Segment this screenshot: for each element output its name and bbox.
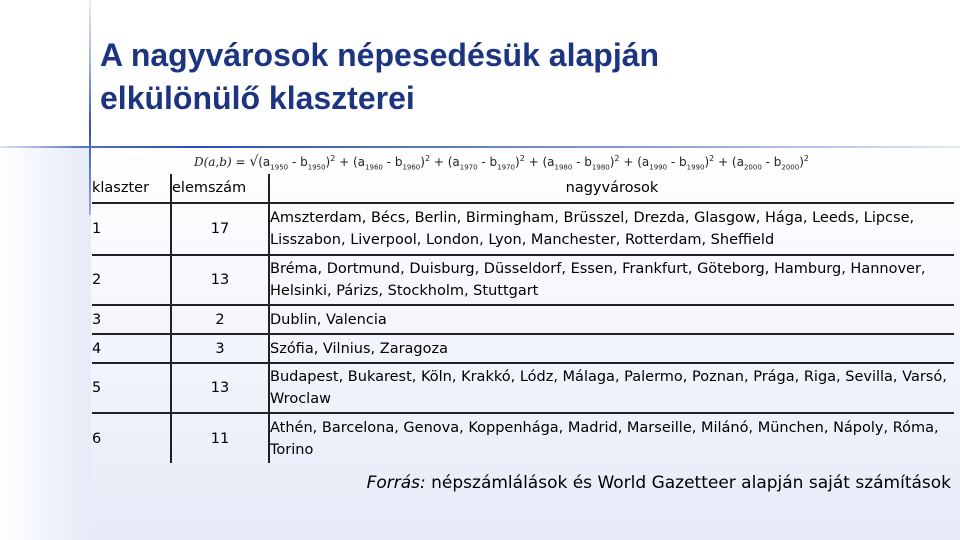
- table-row: [92, 305, 954, 334]
- formula-terms: [258, 154, 809, 172]
- cell-count: 17: [171, 203, 269, 255]
- formula-term: + $(a_{1970} - b_{1970})^2$: [430, 154, 525, 172]
- formula-term: + $(a_{1990} - b_{1990})^2$: [619, 154, 715, 172]
- title-line-1: A nagyvárosok népesedésük alapján: [100, 37, 660, 73]
- cell-cities: Amszterdam, Bécs, Berlin, Birmingham, Brüsszel, Drezda, Glasgow, Hága, Leeds, Lipcse, Lisszabon, Liverpool, London, Lyon, Manchester, Rotterdam, Sheffield: [269, 203, 954, 255]
- formula-lhs: D(a,b) =: [194, 155, 250, 169]
- table-row: [92, 334, 954, 363]
- table-row: [92, 255, 954, 305]
- table-header-row: [92, 174, 954, 203]
- cell-cities: Athén, Barcelona, Genova, Koppenhága, Madrid, Marseille, Milánó, München, Nápoly, Róma, Torino: [269, 413, 954, 463]
- title-line-2: elkülönülő klaszterei: [100, 80, 415, 116]
- source-note: [367, 473, 951, 493]
- cell-count: 11: [171, 413, 269, 463]
- cell-count: 3: [171, 334, 269, 363]
- cell-cluster: 1: [92, 203, 171, 255]
- formula-term: + $(a_{1980} - b_{1980})^2$: [524, 154, 620, 172]
- cell-count: 13: [171, 255, 269, 305]
- table-row: [92, 413, 954, 463]
- cell-cluster: 3: [92, 305, 171, 334]
- decorative-horizontal-line: [0, 146, 960, 148]
- sqrt-sign: √: [249, 154, 259, 170]
- header-cluster: klaszter: [92, 174, 171, 203]
- source-label: Forrás:: [366, 473, 426, 493]
- cell-cluster: 6: [92, 430, 102, 447]
- distance-formula: [194, 149, 809, 172]
- header-count: elemszám: [171, 174, 269, 203]
- formula-term: + $(a_{2000} - b_{2000})^2$: [714, 154, 809, 172]
- cell-cluster: 5: [92, 363, 171, 413]
- header-cities: nagyvárosok: [269, 174, 954, 203]
- cell-cities: Bréma, Dortmund, Duisburg, Düsseldorf, Essen, Frankfurt, Göteborg, Hamburg, Hannover, Helsinki, Párizs, Stockholm, Stuttgart: [269, 255, 954, 305]
- background-left-band: [0, 148, 91, 540]
- cluster-table: [92, 174, 954, 463]
- cell-count: 13: [171, 363, 269, 413]
- formula-term: $(a_{1950} - b_{1950})^2$: [258, 154, 336, 172]
- table-row: [92, 203, 954, 255]
- cell-cluster: 4: [92, 334, 171, 363]
- cell-count: 2: [171, 305, 269, 334]
- cell-cities: Dublin, Valencia: [269, 305, 954, 334]
- table-row: [92, 363, 954, 413]
- source-text: népszámlálások és World Gazetteer alapján saját számítások: [425, 473, 951, 493]
- cell-cities: Budapest, Bukarest, Köln, Krakkó, Lódz, Málaga, Palermo, Poznan, Prága, Riga, Sevilla, Varsó, Wroclaw: [269, 363, 954, 413]
- formula-term: + $(a_{1960} - b_{1960})^2$: [335, 154, 431, 172]
- page-title: [100, 34, 659, 120]
- decorative-vertical-line: [89, 0, 91, 215]
- cell-cluster: 2: [92, 255, 171, 305]
- cell-cities: Szófia, Vilnius, Zaragoza: [269, 334, 954, 363]
